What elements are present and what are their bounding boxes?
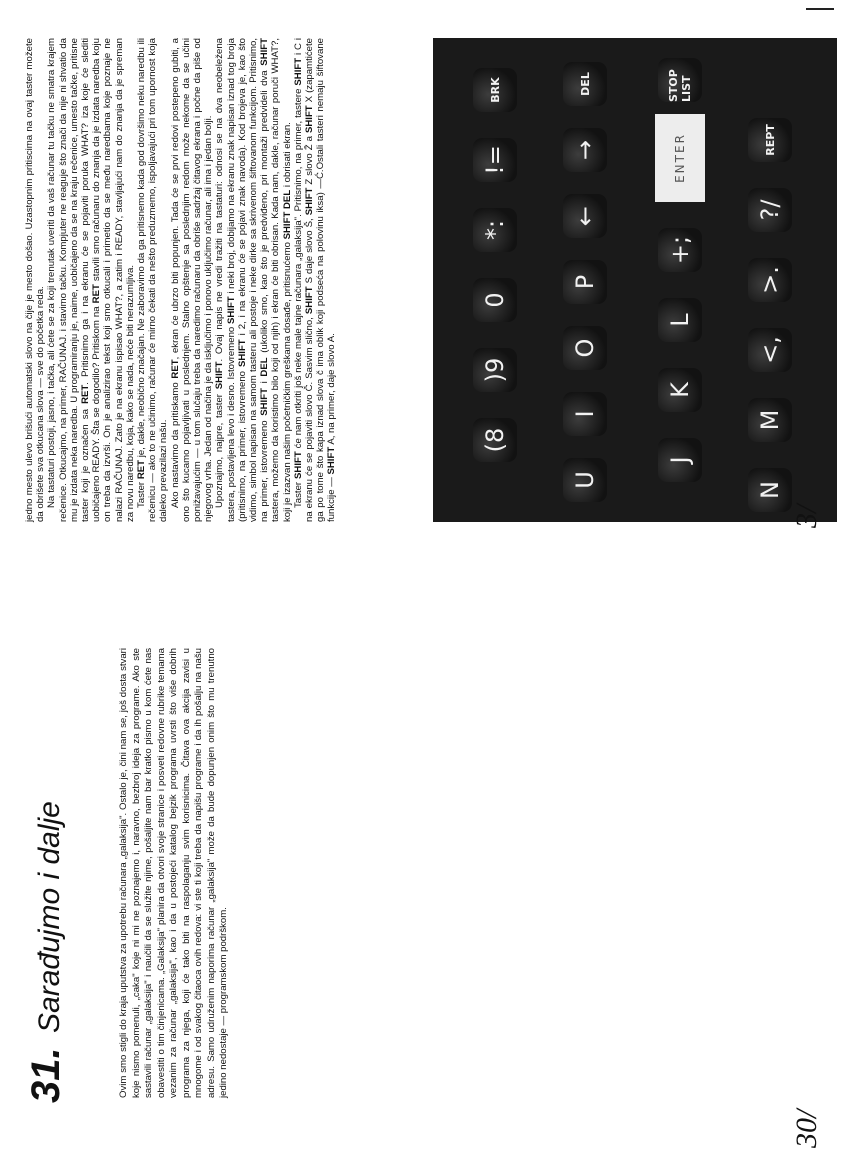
body-text xyxy=(24,38,338,522)
chapter-heading xyxy=(24,801,69,1103)
chapter-title: Sarađujmo i dalje xyxy=(33,801,66,1033)
keyboard-key: ← xyxy=(563,194,607,238)
keyboard-key: >. xyxy=(748,258,792,302)
keyboard-key: <, xyxy=(748,328,792,372)
body-paragraph: jedno mesto ulevo brišući automatski slovo na čije je mesto došao. Uzastopnim pritiscima na ovaj taster možete da obrišete sva otkucana slova — sve do početka reda. xyxy=(24,38,47,522)
keyboard-key: REPT xyxy=(748,118,792,162)
keyboard-key: +; xyxy=(658,228,702,272)
keyboard-key: N xyxy=(748,468,792,512)
keyboard-photo xyxy=(433,38,837,522)
body-paragraph: Ako nastavimo da pritiskamo RET, ekran će ubrzo biti popunjen. Tada će se prvi redovi postepeno gubiti, a ono što kucamo pojavljivati u poslednjem. Stalno opštenje sa poslednjim redom može nekome da se učini ponižavajućim — u tom slučaju treba da naredimo računaru da obriše sadržaj čitavog ekrana i počne da piše od njegovog vrha. Jedan od načina je da isključimo i ponovo uključimo računar, ali ima i jedan bolji. xyxy=(169,38,215,522)
keyboard-key: )9 xyxy=(473,348,517,392)
keyboard-key: P xyxy=(563,260,607,304)
keyboard-key: O xyxy=(563,326,607,370)
keyboard-key: M xyxy=(748,398,792,442)
page-number-right: 3/ xyxy=(790,504,823,528)
keyboard-key: STOP LIST xyxy=(658,58,702,102)
page-number-left: 30/ xyxy=(790,1109,823,1148)
body-paragraph: Taster SHIFT će nam otkriti još neke male tajne računara „galaksija". Pritisnimo, na primer, tastere SHIFT i C i na ekranu će se pojaviti slovo Č. Sasvim slično, SHIFT S daje slovo Š, SHIFT Z slovo Ž a SHIFT X (zapamtićete ga po tome što kapa iznad slova č ima oblik koji podseća na polovinu iksa) —Ć.Ostali tasteri nemaju šiftovane funkcije — SHIFT A, na primer, daje slovo A. xyxy=(292,37,338,522)
keyboard-key: ?/ xyxy=(748,188,792,232)
intro-paragraph: Ovim smo stigli do kraja uputstva za upotrebu računara „galaksija". Ostalo je, čini nam se, još dosta stvari koje nismo pomenuli, „caka" koje ni mi ne poznajemo i, naravno, bezbroj ideja za programe. Ako ste sastavili računar „galaksija" i naučili da se služite njime, pošaljite nam bar kratko pismo u kom ćete nas obavestiti o tim činjenicama. „Galaksija" planira da otvori svoje stranice i posveti redovne rubrike temama vezanim za računar „galaksija", kao i da u postojeći katalog bejzik programa uvrsti što više dobrih programa za njega, koji će tako biti na raspolaganju svim korisnicima. Čitava ova akcija zavisi u mnogome i od svakog čitaoca ovih redova: vi ste ti koji treba da napišu programe i da ih pošalju na našu adresu. Samo udruženim naporima računar „galaksija" može da bude dopunjen onim što mu trenutno jedino nedostaje — programskom podrškom. xyxy=(118,648,229,1098)
body-paragraph: Upoznajmo, najpre, taster SHIFT. Ovaj napis ne vredi tražiti na tastaturi: odnosi se na dva neobeležena tastera, postavljena levo i desno. Istovremeno SHIFT i neki broj, dobijamo na ekranu znak napisan iznad tog broja (pritisnimo, na primer, istovremeno SHIFT i 2, i na ekranu će se pojavi znak navoda). Kod brojeva je, kao što vidimo, simbol napisan na samom tasteru ali postoje i neke dirke sa skrivenom šiftovanom funkcijom. Pritisnimo, na primer, istovremeno SHIFT i DEL (ukoliko smo, kao što je predviđeno, pri montaži predvideli dva SHIFT tastera, možemo da koristimo bilo koji od njih) i ekran će biti obrisan. Kada nam, dakle, računar poruči WHAT?, koji je izazvan našim početničkim greškama dosađe, pritisnućemo SHIFT DEL i obrisati ekran. xyxy=(214,37,293,522)
keyboard-key: I xyxy=(563,392,607,436)
keyboard-key: BRK xyxy=(473,68,517,112)
body-paragraph: Taster RET je, dakle, neobično značajan. Ne zaboravimo da ga pritisnemo kada god dovršimo neku naredbu ili rečenicu — ako to ne učinimo, računar će mirno čekati da nešto preduzmemo, ispoljavajući pri tom upornost koja daleko prevazilazi našu. xyxy=(136,37,170,522)
keyboard-key: *: xyxy=(473,208,517,252)
keyboard-key: 0 xyxy=(473,278,517,322)
keyboard-key: → xyxy=(563,128,607,172)
margin-mark xyxy=(806,8,834,10)
enter-key: ENTER xyxy=(655,114,705,202)
body-paragraph: Na tastaturi postoji, jasno, i tačka, ali ćete se za koji trenutak uveriti da vaš računar tu tačku ne smatra krajem rečenice. Otkucajmo, na primer, RAČUNAJ. i stavimo tačku. Kompjuter ne reaguje što znači da nije ni shvatio da mu je izdata neka naredba. U programiranju je, naime, uobičajeno da se na kraju rečenice, umesto tačke, pritisne taster koji je označen sa RET. Pritisnimo ga i na ekranu će se pojaviti poruka WHAT? iza koje će slediti uobičajeno READY. Šta se dogodilo? Pritiskom na RET stavili smo računaru do znanja da je izdata naredba koju on treba da izvrši. On je analizirao tekst koji smo otkucali i primetio da se među naredbama koje poznaje ne nalazi RAČUNAJ. Zato je na ekranu ispisao WHAT?, a zatim i READY, stavljajući nam do znanja da je spreman za novu naredbu, koja, kako se nada, neće biti nerazumljiva. xyxy=(46,38,136,522)
keyboard-key: U xyxy=(563,458,607,502)
keyboard-key: DEL xyxy=(563,62,607,106)
keyboard-key: != xyxy=(473,138,517,182)
chapter-number: 31. xyxy=(24,1047,68,1103)
keyboard-key: (8 xyxy=(473,418,517,462)
keyboard-key: J xyxy=(658,438,702,482)
keyboard-key: K xyxy=(658,368,702,412)
keyboard-key: L xyxy=(658,298,702,342)
